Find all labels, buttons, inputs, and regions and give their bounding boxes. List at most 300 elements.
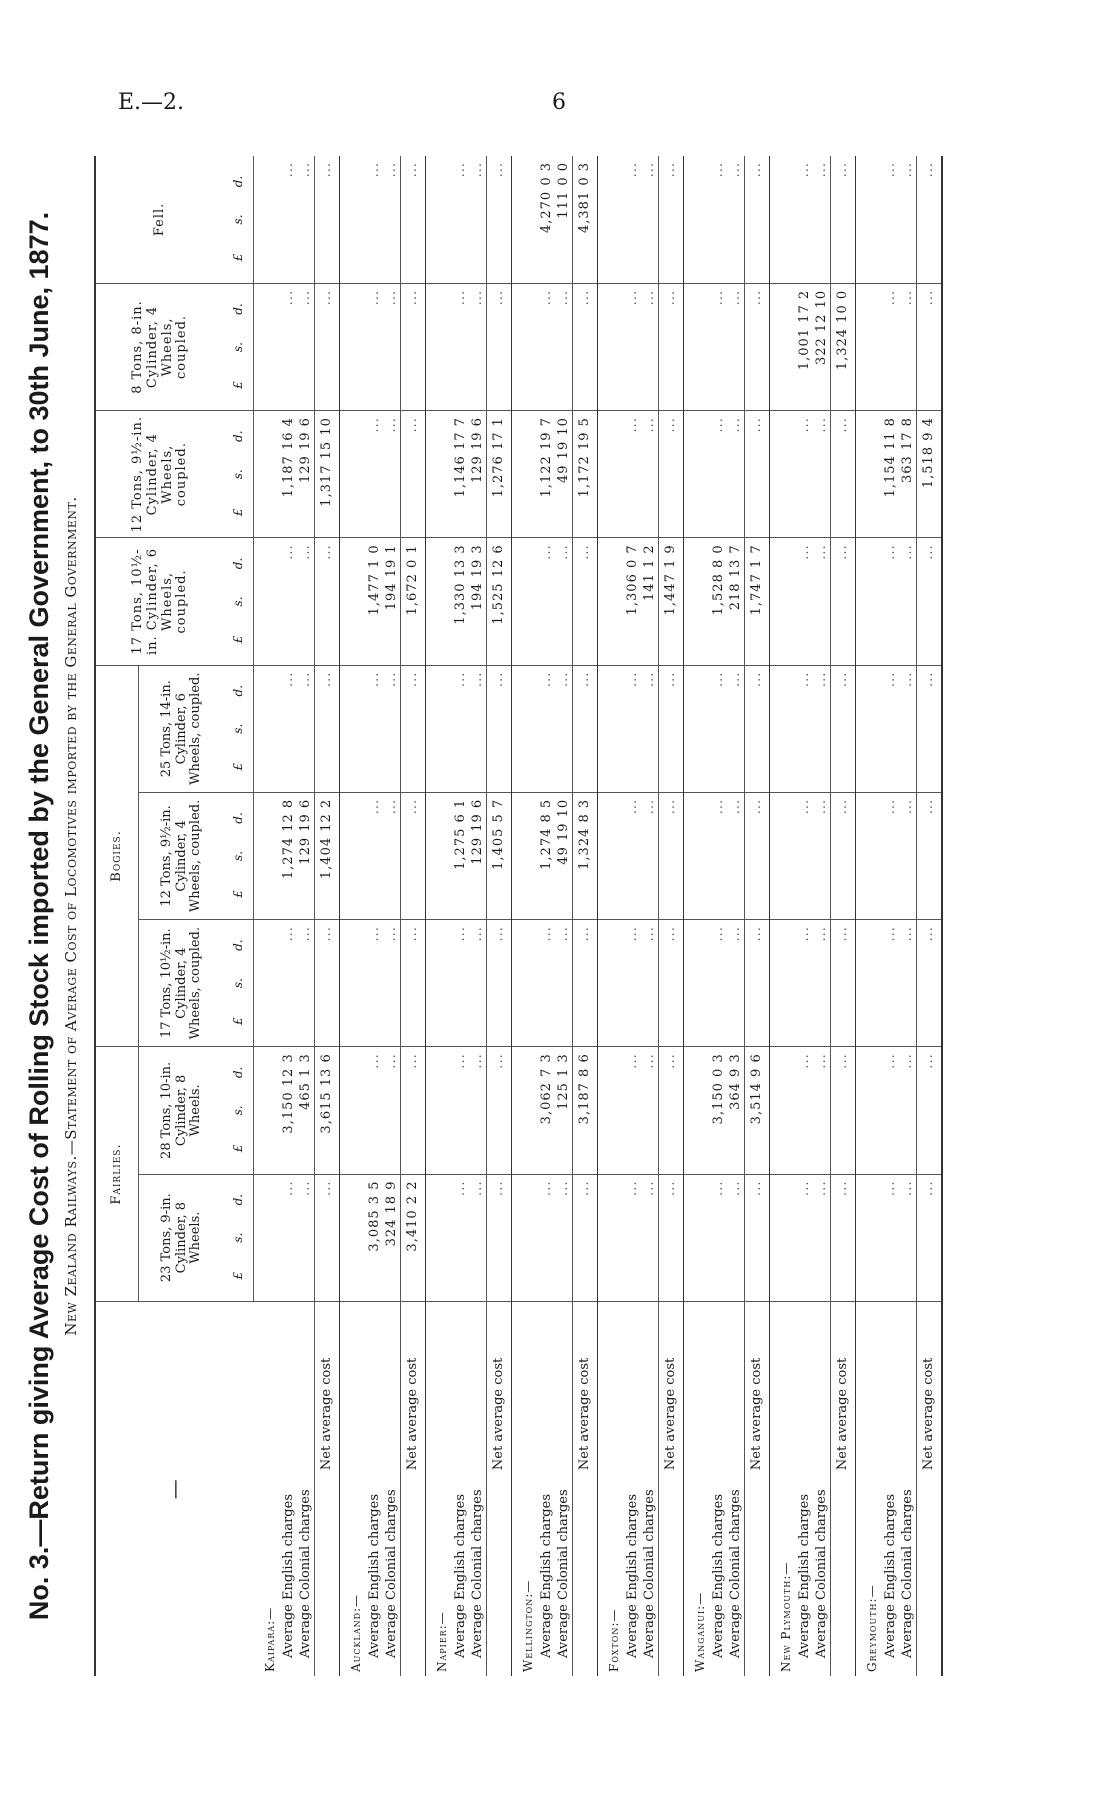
cost-cell: 1,275 6 1 (452, 792, 469, 919)
empty-cell: ... (899, 283, 917, 410)
empty-cell: ... (830, 1047, 855, 1174)
empty-cell: ... (366, 665, 383, 792)
section-row (511, 156, 538, 1676)
empty-cell: ... (624, 665, 641, 792)
unit-pence: d. (231, 430, 246, 442)
empty-cell: ... (830, 156, 855, 283)
col-header-4: 12 Tons, 9½-in. Cylinder, 4 Wheels, coupled. (139, 792, 226, 919)
page-code: E.—2. (118, 90, 185, 115)
cost-cell: 1,330 13 3 (452, 538, 469, 665)
row-label-net: Net average cost (830, 1301, 855, 1676)
section-name: Greymouth:— (864, 1584, 879, 1672)
group-fairlies: Fairlies. (95, 1047, 139, 1301)
section-name: Wanganui:— (692, 1591, 707, 1672)
empty-cell: ... (366, 920, 383, 1047)
empty-cell: ... (297, 283, 315, 410)
empty-cell: ... (916, 1047, 942, 1174)
row-label-english: Average English charges (366, 1494, 382, 1658)
cost-table (94, 156, 943, 1676)
empty-cell: ... (882, 283, 899, 410)
empty-cell: ... (744, 665, 769, 792)
unit-pence: d. (231, 303, 246, 315)
row-label-english: Average English charges (538, 1494, 554, 1658)
row-label-net: Net average cost (744, 1301, 769, 1676)
cost-cell: 129 19 6 (297, 792, 315, 919)
cost-cell: 49 19 10 (555, 792, 573, 919)
empty-cell: ... (400, 283, 425, 410)
table-row (314, 156, 339, 1676)
empty-cell: ... (572, 665, 597, 792)
cost-cell: 3,410 2 2 (400, 1174, 425, 1301)
empty-cell: ... (710, 1174, 727, 1301)
stub-header: — (95, 1301, 254, 1676)
empty-cell: ... (658, 920, 683, 1047)
empty-cell: ... (469, 1047, 487, 1174)
col-header-7: 12 Tons, 9½-in. Cylinder, 4 Wheels, coupled. (95, 411, 225, 538)
unit-pence: d. (231, 557, 246, 570)
cost-cell: 129 19 6 (469, 411, 487, 538)
empty-cell: ... (899, 1047, 917, 1174)
empty-cell: ... (486, 283, 511, 410)
empty-cell: ... (830, 665, 855, 792)
empty-cell: ... (899, 792, 917, 919)
table-row (641, 156, 659, 1676)
return-sheet (24, 156, 1084, 1676)
empty-cell: ... (882, 1047, 899, 1174)
empty-cell: ... (452, 156, 469, 283)
empty-cell: ... (899, 665, 917, 792)
empty-cell: ... (452, 283, 469, 410)
table-row (366, 156, 383, 1676)
empty-cell: ... (882, 920, 899, 1047)
table-row (469, 156, 487, 1676)
empty-cell: ... (916, 1174, 942, 1301)
unit-shillings: s. (231, 469, 246, 480)
empty-cell: ... (280, 538, 297, 665)
col-header-9: Fell. (95, 156, 225, 283)
unit-shillings: s. (231, 978, 246, 989)
empty-cell: ... (280, 920, 297, 1047)
empty-cell: ... (383, 1047, 401, 1174)
table-row (882, 156, 899, 1676)
row-label-colonial: Average Colonial charges (383, 1489, 399, 1658)
empty-cell: ... (916, 283, 942, 410)
unit-pounds: £ (231, 1144, 246, 1153)
section-name: New Plymouth:— (778, 1561, 793, 1672)
section-name: Napier:— (434, 1611, 449, 1672)
section-name: Kaipara:— (262, 1606, 277, 1672)
empty-cell: ... (469, 920, 487, 1047)
empty-cell: ... (796, 1047, 813, 1174)
unit-pence: d. (231, 1066, 246, 1079)
empty-cell: ... (555, 1174, 573, 1301)
cost-cell: 1,672 0 1 (400, 538, 425, 665)
table-row (727, 156, 745, 1676)
empty-cell: ... (383, 411, 401, 538)
row-label-colonial: Average Colonial charges (727, 1489, 743, 1658)
units-heading (225, 1174, 254, 1301)
empty-cell: ... (641, 156, 659, 283)
empty-cell: ... (624, 920, 641, 1047)
empty-cell: ... (555, 920, 573, 1047)
cost-cell: 3,085 3 5 (366, 1174, 383, 1301)
row-label-colonial: Average Colonial charges (641, 1489, 657, 1658)
cost-cell: 194 19 3 (469, 538, 487, 665)
empty-cell: ... (796, 665, 813, 792)
empty-cell: ... (813, 538, 831, 665)
empty-cell: ... (486, 156, 511, 283)
cost-cell: 322 12 10 (813, 283, 831, 410)
cost-cell: 1,324 8 3 (572, 792, 597, 919)
cost-cell: 1,274 8 5 (538, 792, 555, 919)
page-number: 6 (552, 90, 566, 115)
empty-cell: ... (366, 1047, 383, 1174)
cost-cell: 218 13 7 (727, 538, 745, 665)
empty-cell: ... (469, 1174, 487, 1301)
unit-pounds: £ (231, 762, 246, 771)
unit-shillings: s. (231, 1232, 246, 1243)
unit-pence: d. (231, 1193, 246, 1206)
empty-cell: ... (830, 920, 855, 1047)
empty-cell: ... (727, 283, 745, 410)
units-heading (225, 1047, 254, 1174)
unit-pence: d. (231, 939, 246, 951)
cost-cell: 1,122 19 7 (538, 411, 555, 538)
cost-cell: 49 19 10 (555, 411, 573, 538)
empty-cell: ... (813, 792, 831, 919)
row-label-english: Average English charges (280, 1494, 296, 1658)
empty-cell: ... (813, 1174, 831, 1301)
empty-cell: ... (899, 1174, 917, 1301)
empty-cell: ... (658, 1174, 683, 1301)
empty-cell: ... (400, 665, 425, 792)
subtitle-statement: —Statement of Average Cost of Locomotives imported by the General Government. (62, 496, 80, 1156)
empty-cell: ... (297, 920, 315, 1047)
cost-cell: 3,062 7 3 (538, 1047, 555, 1174)
empty-cell: ... (916, 156, 942, 283)
empty-cell: ... (624, 1047, 641, 1174)
empty-cell: ... (658, 411, 683, 538)
table-row (383, 156, 401, 1676)
empty-cell: ... (572, 283, 597, 410)
section-row (254, 156, 280, 1676)
empty-cell: ... (658, 283, 683, 410)
empty-cell: ... (727, 156, 745, 283)
unit-shillings: s. (231, 850, 246, 861)
empty-cell: ... (710, 665, 727, 792)
empty-cell: ... (452, 920, 469, 1047)
empty-cell: ... (813, 156, 831, 283)
table-row (555, 156, 573, 1676)
empty-cell: ... (624, 792, 641, 919)
empty-cell: ... (916, 792, 942, 919)
cost-cell: 1,405 5 7 (486, 792, 511, 919)
cost-cell: 129 19 6 (469, 792, 487, 919)
empty-cell: ... (572, 920, 597, 1047)
empty-cell: ... (469, 665, 487, 792)
cost-cell: 1,274 12 8 (280, 792, 297, 919)
row-label-english: Average English charges (882, 1494, 898, 1658)
empty-cell: ... (486, 1047, 511, 1174)
empty-cell: ... (658, 792, 683, 919)
empty-cell: ... (796, 920, 813, 1047)
cost-cell: 3,150 0 3 (710, 1047, 727, 1174)
unit-pounds: £ (231, 1271, 246, 1280)
empty-cell: ... (727, 665, 745, 792)
cost-cell: 3,615 13 6 (314, 1047, 339, 1174)
empty-cell: ... (297, 538, 315, 665)
table-row (916, 156, 942, 1676)
empty-cell: ... (830, 411, 855, 538)
empty-cell: ... (727, 920, 745, 1047)
section-row (597, 156, 624, 1676)
unit-shillings: s. (231, 596, 246, 607)
table-body (254, 156, 942, 1676)
cost-cell: 194 19 1 (383, 538, 401, 665)
row-label-colonial: Average Colonial charges (469, 1489, 485, 1658)
empty-cell: ... (314, 665, 339, 792)
unit-pence: d. (231, 175, 246, 188)
empty-cell: ... (538, 920, 555, 1047)
section-row (425, 156, 452, 1676)
empty-cell: ... (796, 411, 813, 538)
empty-cell: ... (796, 538, 813, 665)
empty-cell: ... (314, 1174, 339, 1301)
cost-cell: 3,150 12 3 (280, 1047, 297, 1174)
empty-cell: ... (916, 538, 942, 665)
empty-cell: ... (641, 1047, 659, 1174)
empty-cell: ... (297, 156, 315, 283)
empty-cell: ... (383, 792, 401, 919)
row-label-colonial: Average Colonial charges (297, 1489, 313, 1658)
unit-pence: d. (231, 684, 246, 697)
cost-cell: 1,001 17 2 (796, 283, 813, 410)
empty-cell: ... (710, 411, 727, 538)
cost-cell: 1,525 12 6 (486, 538, 511, 665)
empty-cell: ... (469, 156, 487, 283)
empty-cell: ... (400, 156, 425, 283)
section-name: Auckland:— (348, 1593, 363, 1672)
cost-cell: 141 1 2 (641, 538, 659, 665)
row-label-colonial: Average Colonial charges (555, 1489, 571, 1658)
table-row (796, 156, 813, 1676)
unit-pounds: £ (231, 508, 246, 517)
col-header-8: 8 Tons, 8-in. Cylinder, 4 Wheels, coupled. (95, 283, 225, 410)
empty-cell: ... (830, 538, 855, 665)
empty-cell: ... (400, 792, 425, 919)
cost-cell: 1,172 19 5 (572, 411, 597, 538)
section-name: Wellington:— (520, 1579, 535, 1672)
empty-cell: ... (383, 156, 401, 283)
empty-cell: ... (882, 665, 899, 792)
empty-cell: ... (641, 283, 659, 410)
empty-cell: ... (400, 1047, 425, 1174)
cost-cell: 1,276 17 1 (486, 411, 511, 538)
unit-pounds: £ (231, 635, 246, 644)
empty-cell: ... (641, 411, 659, 538)
unit-shillings: s. (231, 1105, 246, 1116)
empty-cell: ... (555, 665, 573, 792)
empty-cell: ... (830, 792, 855, 919)
empty-cell: ... (366, 411, 383, 538)
group-bogies: Bogies. (95, 665, 139, 1047)
empty-cell: ... (366, 283, 383, 410)
empty-cell: ... (366, 792, 383, 919)
table-row (280, 156, 297, 1676)
unit-shillings: s. (231, 723, 246, 734)
empty-cell: ... (710, 283, 727, 410)
empty-cell: ... (314, 920, 339, 1047)
cost-cell: 1,146 17 7 (452, 411, 469, 538)
cost-cell: 1,447 1 9 (658, 538, 683, 665)
empty-cell: ... (796, 156, 813, 283)
row-label-net: Net average cost (916, 1301, 942, 1676)
units-heading (225, 538, 254, 665)
empty-cell: ... (727, 411, 745, 538)
empty-cell: ... (555, 283, 573, 410)
cost-cell: 1,154 11 8 (882, 411, 899, 538)
empty-cell: ... (744, 792, 769, 919)
empty-cell: ... (538, 665, 555, 792)
unit-pounds: £ (231, 253, 246, 262)
empty-cell: ... (744, 1174, 769, 1301)
empty-cell: ... (280, 665, 297, 792)
empty-cell: ... (452, 1174, 469, 1301)
col-header-2: 28 Tons, 10-in. Cylinder, 8 Wheels. (139, 1047, 226, 1174)
empty-cell: ... (538, 538, 555, 665)
row-label-english: Average English charges (710, 1494, 726, 1658)
cost-cell: 1,404 12 2 (314, 792, 339, 919)
empty-cell: ... (916, 920, 942, 1047)
table-row (710, 156, 727, 1676)
empty-cell: ... (452, 665, 469, 792)
unit-shillings: s. (231, 214, 246, 225)
empty-cell: ... (624, 1174, 641, 1301)
empty-cell: ... (469, 283, 487, 410)
empty-cell: ... (899, 920, 917, 1047)
empty-cell: ... (916, 665, 942, 792)
empty-cell: ... (882, 538, 899, 665)
table-row (297, 156, 315, 1676)
section-row (769, 156, 796, 1676)
cost-cell: 111 0 0 (555, 156, 573, 283)
empty-cell: ... (813, 920, 831, 1047)
empty-cell: ... (366, 156, 383, 283)
empty-cell: ... (314, 283, 339, 410)
cost-cell: 129 19 6 (297, 411, 315, 538)
table-row (830, 156, 855, 1676)
col-header-6: 17 Tons, 10½-in. Cylinder, 6 Wheels, coupled. (95, 538, 225, 665)
unit-pounds: £ (231, 381, 246, 389)
empty-cell: ... (658, 665, 683, 792)
table-row (899, 156, 917, 1676)
empty-cell: ... (486, 1174, 511, 1301)
cost-cell: 1,477 1 0 (366, 538, 383, 665)
units-heading (225, 411, 254, 538)
empty-cell: ... (297, 665, 315, 792)
row-label-english: Average English charges (796, 1494, 812, 1658)
empty-cell: ... (899, 538, 917, 665)
empty-cell: ... (658, 1047, 683, 1174)
cost-cell: 1,528 8 0 (710, 538, 727, 665)
cost-cell: 1,306 0 7 (624, 538, 641, 665)
cost-cell: 1,317 15 10 (314, 411, 339, 538)
empty-cell: ... (744, 411, 769, 538)
cost-cell: 4,381 0 3 (572, 156, 597, 283)
section-row (855, 156, 882, 1676)
empty-cell: ... (400, 411, 425, 538)
row-label-net: Net average cost (572, 1301, 597, 1676)
row-label-english: Average English charges (624, 1494, 640, 1658)
empty-cell: ... (710, 156, 727, 283)
table-row (538, 156, 555, 1676)
row-label-net: Net average cost (658, 1301, 683, 1676)
empty-cell: ... (813, 665, 831, 792)
table-row (658, 156, 683, 1676)
unit-shillings: s. (231, 342, 246, 352)
units-heading (225, 920, 254, 1047)
table-row (744, 156, 769, 1676)
row-label-net: Net average cost (314, 1301, 339, 1676)
empty-cell: ... (280, 156, 297, 283)
empty-cell: ... (727, 792, 745, 919)
empty-cell: ... (744, 283, 769, 410)
row-label-net: Net average cost (400, 1301, 425, 1676)
empty-cell: ... (658, 156, 683, 283)
table-row (400, 156, 425, 1676)
cost-cell: 465 1 3 (297, 1047, 315, 1174)
cost-cell: 1,518 9 4 (916, 411, 942, 538)
empty-cell: ... (641, 1174, 659, 1301)
subtitle (62, 156, 80, 1676)
cost-cell: 3,187 8 6 (572, 1047, 597, 1174)
empty-cell: ... (882, 156, 899, 283)
table-row (572, 156, 597, 1676)
cost-cell: 1,747 1 7 (744, 538, 769, 665)
empty-cell: ... (538, 1174, 555, 1301)
empty-cell: ... (486, 920, 511, 1047)
empty-cell: ... (830, 1174, 855, 1301)
page-title: No. 3.—Return giving Average Cost of Rolling Stock imported by the General Government, to 30th June, 1877. (24, 211, 54, 1621)
empty-cell: ... (383, 283, 401, 410)
table-row (486, 156, 511, 1676)
empty-cell: ... (486, 665, 511, 792)
section-name: Foxton:— (606, 1608, 621, 1672)
cost-cell: 125 1 3 (555, 1047, 573, 1174)
cost-cell: 324 18 9 (383, 1174, 401, 1301)
unit-pence: d. (231, 812, 246, 824)
row-label-colonial: Average Colonial charges (899, 1489, 915, 1658)
empty-cell: ... (297, 1174, 315, 1301)
unit-pounds: £ (231, 890, 246, 898)
empty-cell: ... (383, 920, 401, 1047)
col-header-1: 23 Tons, 9-in. Cylinder, 8 Wheels. (139, 1174, 226, 1301)
empty-cell: ... (882, 792, 899, 919)
empty-cell: ... (400, 920, 425, 1047)
cost-cell: 1,187 16 4 (280, 411, 297, 538)
row-label-net: Net average cost (486, 1301, 511, 1676)
empty-cell: ... (813, 411, 831, 538)
empty-cell: ... (710, 920, 727, 1047)
empty-cell: ... (624, 156, 641, 283)
table-row (452, 156, 469, 1676)
empty-cell: ... (796, 1174, 813, 1301)
empty-cell: ... (641, 665, 659, 792)
cost-cell: 1,324 10 0 (830, 283, 855, 410)
empty-cell: ... (744, 920, 769, 1047)
empty-cell: ... (796, 792, 813, 919)
empty-cell: ... (710, 792, 727, 919)
